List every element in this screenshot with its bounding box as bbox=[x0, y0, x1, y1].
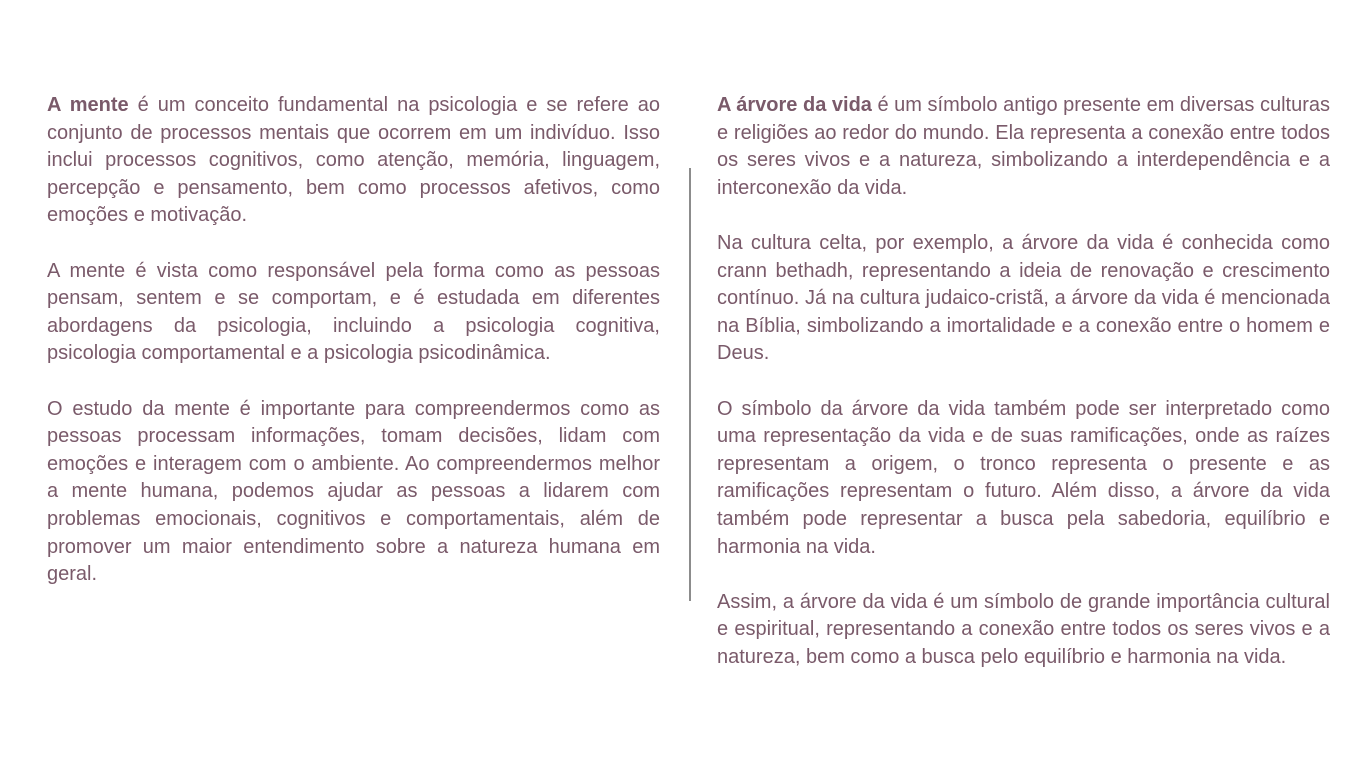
left-heading-term: A mente bbox=[47, 94, 129, 116]
column-divider bbox=[689, 168, 691, 601]
right-text-column bbox=[717, 92, 1330, 699]
left-paragraph-3: O estudo da mente é importante para compreendermos como as pessoas processam informações, tomam decisões, lidam com emoções e interagem com o ambiente. Ao compreendermos melhor a mente humana, podemos ajudar as pessoas a lidarem com problemas emocionais, cognitivos e comportamentais, além de promover um maior entendimento sobre a natureza humana em geral. bbox=[47, 397, 660, 586]
right-paragraph-3: O símbolo da árvore da vida também pode ser interpretado como uma representação da vida e de suas ramificações, onde as raízes representam a origem, o tronco representa o presente e as ramificações representam o futuro. Além disso, a árvore da vida também pode representar a busca pela sabedoria, equilíbrio e harmonia na vida. bbox=[717, 397, 1330, 558]
left-paragraph-2: A mente é vista como responsável pela forma como as pessoas pensam, sentem e se comportam, e é estudada em diferentes abordagens da psicologia, incluindo a psicologia cognitiva, psicologia comportamental e a psicologia psicodinâmica. bbox=[47, 259, 660, 365]
right-paragraph-4: Assim, a árvore da vida é um símbolo de grande importância cultural e espiritual, representando a conexão entre todos os seres vivos e a natureza, bem como a busca pelo equilíbrio e harmonia na vida. bbox=[717, 590, 1330, 668]
left-text-column bbox=[47, 92, 660, 616]
right-heading-term: A árvore da vida bbox=[717, 94, 872, 116]
right-paragraph-2: Na cultura celta, por exemplo, a árvore da vida é conhecida como crann bethadh, representando a ideia de renovação e crescimento contínuo. Já na cultura judaico-cristã, a árvore da vida é mencionada na Bíblia, simbolizando a imortalidade e a conexão entre o homem e Deus. bbox=[717, 231, 1330, 365]
left-paragraph-1 bbox=[47, 92, 660, 230]
left-paragraph-1-text: é um conceito fundamental na psicologia e se refere ao conjunto de processos mentais que ocorrem em um indivíduo. Isso inclui processos cognitivos, como atenção, memória, linguagem, percepção e pensamento, bem como processos afetivos, como emoções e motivação. bbox=[47, 94, 660, 227]
right-paragraph-1 bbox=[717, 92, 1330, 202]
right-paragraph-1-text: é um símbolo antigo presente em diversas culturas e religiões ao redor do mundo. Ela representa a conexão entre todos os seres vivos e a natureza, simbolizando a interdependência e a interconexão da vida. bbox=[717, 94, 1330, 199]
